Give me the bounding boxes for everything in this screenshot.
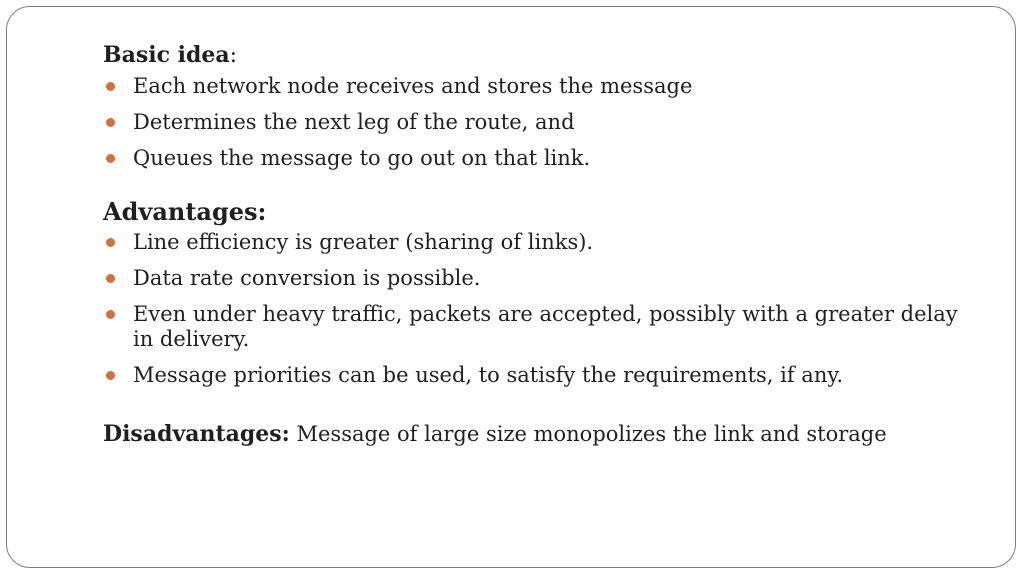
slide-content [103,37,963,449]
disadvantages-label: Disadvantages: [103,421,290,447]
disadvantages-text: Message of large size monopolizes the link and storage [296,422,887,446]
bullet-icon [106,310,115,319]
bullet-icon [106,154,115,163]
basic-idea-heading-text: Basic idea [103,42,230,68]
slide-frame [6,6,1016,568]
disadvantages-line [103,419,963,449]
advantages-list [103,230,963,388]
spacer [103,399,963,419]
list-item-text: Determines the next leg of the route, and [133,110,575,134]
list-item [103,363,963,388]
list-item [103,146,963,171]
bullet-icon [106,274,115,283]
bullet-icon [106,82,115,91]
list-item [103,110,963,135]
list-item [103,74,963,99]
list-item-text: Even under heavy traffic, packets are accepted, possibly with a greater delay in delivery. [133,302,958,351]
basic-idea-colon: : [229,43,238,68]
basic-idea-heading [103,37,963,74]
list-item-text: Line efficiency is greater (sharing of links). [133,230,594,254]
spacer [103,182,963,194]
list-item [103,302,963,352]
list-item [103,266,963,291]
list-item-text: Data rate conversion is possible. [133,266,481,290]
list-item-text: Each network node receives and stores the message [133,74,693,98]
bullet-icon [106,238,115,247]
bullet-icon [106,371,115,380]
advantages-heading: Advantages: [103,197,267,226]
list-item-text: Queues the message to go out on that link. [133,146,591,170]
list-item-text: Message priorities can be used, to satisfy the requirements, if any. [133,363,844,387]
list-item [103,230,963,255]
basic-idea-list [103,74,963,171]
bullet-icon [106,118,115,127]
